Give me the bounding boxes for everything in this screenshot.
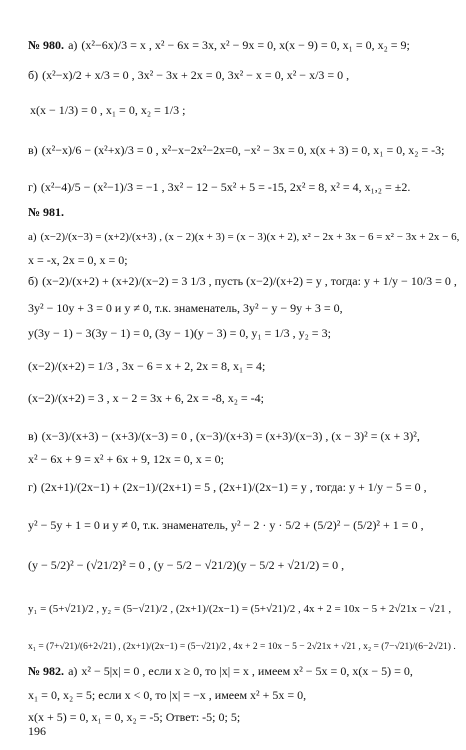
solution-line [28,355,265,377]
solution-line [28,425,420,447]
math-expression: x₁ = (7+√21)/(6+2√21) , (2x+1)/(2x−1) = (5−√21)/2 , 4x + 2 = 10x − 5 − 2√21x + √21 , x₂ = (7−√21)/(6−2√21) . [28,642,456,652]
solution-line [28,448,224,470]
math-expression: (x²−x)/6 − (x²+x)/3 = 0 , x²−x−2x²−2x=0, −x² − 3x = 0, x(x + 3) = 0, x₁ = 0, x₂ = -3; [41,143,445,157]
solution-line [28,636,456,658]
solution-line [28,176,410,198]
solution-line [30,99,185,121]
math-expression: (x²−4)/5 − (x²−1)/3 = −1 , 3x² − 12 − 5x² + 5 = -15, 2x² = 8, x² = 4, x₁,₂ = ±2. [40,180,411,194]
exercise-number: № 980. [28,38,65,52]
solution-line [28,64,349,86]
solution-line [28,514,424,536]
solution-line [28,226,459,248]
item-label: а) [68,38,78,52]
item-label: б) [28,68,39,82]
solution-line [28,139,445,161]
solution-line [28,598,451,620]
item-label: а) [28,231,37,243]
math-expression: (x²−6x)/3 = x , x² − 6x = 3x, x² − 9x = 0, x(x − 9) = 0, x₁ = 0, x₂ = 9; [81,38,410,52]
math-expression: (x−2)/(x+2) = 1/3 , 3x − 6 = x + 2, 2x = 8, x₁ = 4; [28,359,266,373]
item-label: а) [68,664,78,678]
math-expression: (2x+1)/(2x−1) + (2x−1)/(2x+1) = 5 , (2x+1)/(2x−1) = y , тогда: y + 1/y − 5 = 0 , [40,480,427,494]
math-expression: x = -x, 2x = 0, x = 0; [28,253,128,267]
solution-line [28,270,457,292]
solution-line [28,249,128,271]
math-expression: x(x − 1/3) = 0 , x₁ = 0, x₂ = 1/3 ; [30,103,186,117]
solution-line [28,660,413,682]
solution-line [28,297,343,319]
page-number: 196 [28,724,46,738]
solution-line [28,201,68,223]
item-label: в) [28,429,38,443]
math-expression: x² − 6x + 9 = x² + 6x + 9, 12x = 0, x = 0; [28,452,224,466]
math-expression: (y − 5/2)² − (√21/2)² = 0 , (y − 5/2 − √21/2)(y − 5/2 + √21/2) = 0 , [28,558,345,572]
item-label: в) [28,143,38,157]
math-expression: (x²−x)/2 + x/3 = 0 , 3x² − 3x + 2x = 0, 3x² − x = 0, x² − x/3 = 0 , [42,68,350,82]
math-expression: (x−2)/(x+2) = 3 , x − 2 = 3x + 6, 2x = -8, x₂ = -4; [28,391,264,405]
solution-line [28,322,331,344]
exercise-number: № 982. [28,664,65,678]
math-expression: y₁ = (5+√21)/2 , y₂ = (5−√21)/2 , (2x+1)/(2x−1) = (5+√21)/2 , 4x + 2 = 10x − 5 + 2√21x − √21 , [28,603,452,615]
math-expression: x² − 5|x| = 0 , если x ≥ 0, то |x| = x , имеем x² − 5x = 0, x(x − 5) = 0, [81,664,413,678]
item-label: г) [28,180,37,194]
math-expression: y(3y − 1) − 3(3y − 1) = 0, (3y − 1)(y − 3) = 0, y₁ = 1/3 , y₂ = 3; [28,326,331,340]
item-label: б) [28,274,39,288]
math-expression: y² − 5y + 1 = 0 и y ≠ 0, т.к. знаменатель, y² − 2 · y · 5/2 + (5/2)² − (5/2)² + 1 = 0 , [28,518,424,532]
math-expression: (x−2)/(x+2) + (x+2)/(x−2) = 3 1/3 , пусть (x−2)/(x+2) = y , тогда: y + 1/y − 10/3 = 0 , [42,274,457,288]
solution-line [28,554,344,576]
solution-line [28,34,410,56]
exercise-number: № 981. [28,205,65,219]
solution-line [28,684,306,706]
math-expression: (x−2)/(x−3) = (x+2)/(x+3) , (x − 2)(x + 3) = (x − 3)(x + 2), x² − 2x + 3x − 6 = x² − 3x + 2x − 6, [40,231,460,243]
math-expression: 3y² − 10y + 3 = 0 и y ≠ 0, т.к. знаменатель, 3y² − y − 9y + 3 = 0, [28,301,343,315]
math-expression: x₁ = 0, x₂ = 5; если x < 0, то |x| = −x , имеем x² + 5x = 0, [28,688,307,702]
item-label: г) [28,480,37,494]
math-expression: (x−3)/(x+3) − (x+3)/(x−3) = 0 , (x−3)/(x+3) = (x+3)/(x−3) , (x − 3)² = (x + 3)², [41,429,420,443]
solution-line [28,476,427,498]
math-expression: x(x + 5) = 0, x₁ = 0, x₂ = -5; Ответ: -5; 0; 5; [28,710,241,724]
solution-line [28,706,240,728]
solution-line [28,387,264,409]
